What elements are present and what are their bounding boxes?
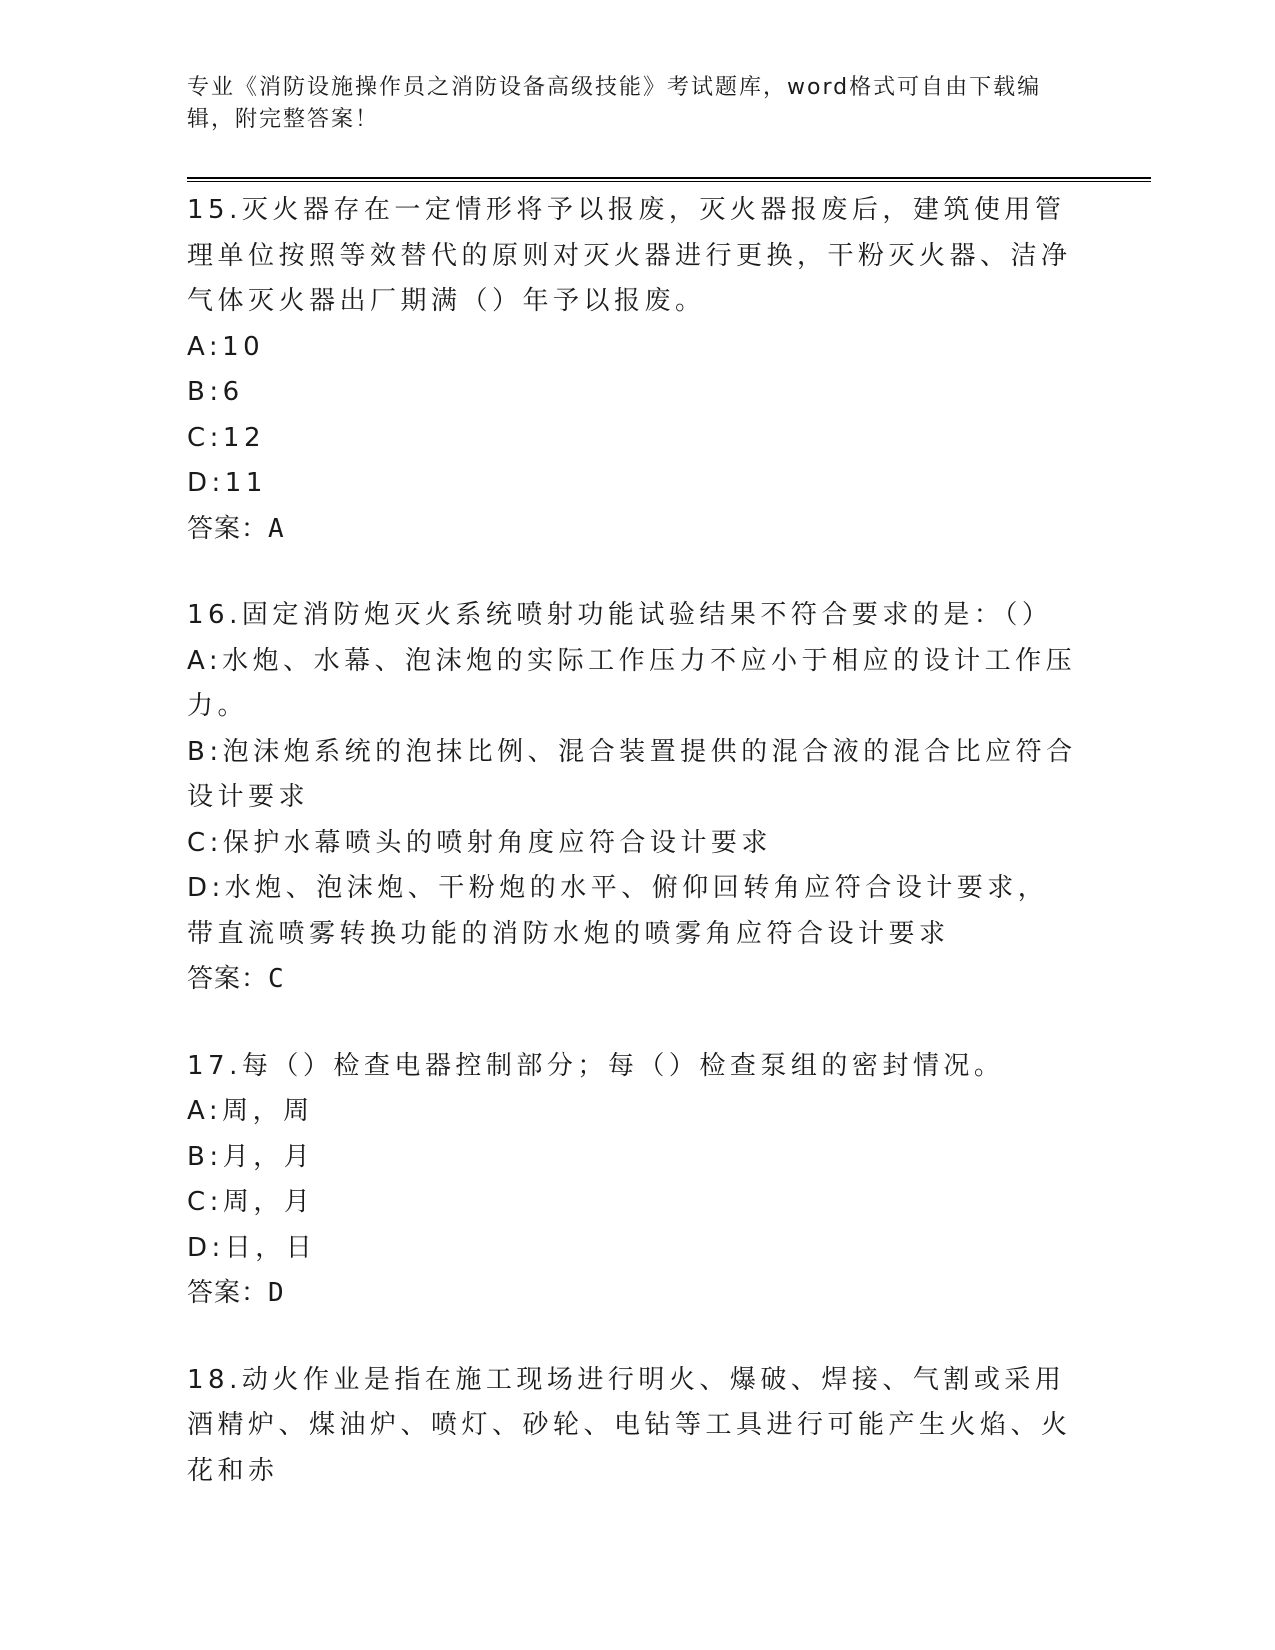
answer-value: D [268,1278,285,1308]
option-letter: D: [187,468,225,498]
document-header: 专业《消防设施操作员之消防设备高级技能》考试题库，word格式可自由下载编辑，附完整答案！ [187,75,1042,132]
option-b [187,1135,1077,1181]
question-list [187,188,1077,1535]
option-b [187,370,1077,416]
option-letter: C: [187,827,223,858]
option-c [187,1180,1077,1226]
option-text: 周，月 [222,1187,315,1217]
option-letter: B: [187,377,223,407]
option-text: 周，周 [222,1096,314,1126]
option-text: 泡沫炮系统的泡抹比例、混合装置提供的混合液的混合比应符合设计要求 [187,736,1077,812]
option-text: 水炮、水幕、泡沫炮的实际工作压力不应小于相应的设计工作压力。 [187,645,1077,721]
option-letter: C: [187,422,223,453]
question-16 [187,593,1077,1003]
option-d [187,1226,1077,1272]
question-stem: 17.每（）检查电器控制部分；每（）检查泵组的密封情况。 [187,1050,1005,1081]
answer-value: A [268,513,285,544]
question-stem: 15.灭火器存在一定情形将予以报废，灭火器报废后，建筑使用管理单位按照等效替代的原则对灭火器进行更换，干粉灭火器、洁净气体灭火器出厂期满（）年予以报废。 [187,195,1072,316]
option-a [187,325,1077,371]
option-text: 6 [222,377,244,407]
option-text: 10 [222,331,265,362]
option-text: 月，月 [222,1141,315,1172]
answer-label: 答案： [187,964,269,994]
option-b [187,730,1077,821]
question-17 [187,1044,1077,1317]
question-stem: 16.固定消防炮灭火系统喷射功能试验结果不符合要求的是：（） [187,600,1053,630]
option-letter: B: [187,736,223,767]
option-d [187,461,1077,507]
answer-line [187,507,1077,553]
option-text: 保护水幕喷头的喷射角度应符合设计要求 [222,827,772,858]
answer-value: C [268,964,285,994]
header-divider [187,177,1151,182]
option-letter: B: [187,1141,223,1172]
option-text: 日，日 [224,1232,317,1263]
option-text: 12 [222,422,266,453]
answer-label: 答案： [187,513,269,544]
answer-line [187,957,1077,1003]
question-stem: 18.动火作业是指在施工现场进行明火、爆破、焊接、气割或采用酒精炉、煤油炉、喷灯、砂轮、电钻等工具进行可能产生火焰、火花和赤 [187,1364,1072,1486]
question-18 [187,1358,1077,1495]
question-15 [187,188,1077,552]
option-c [187,821,1077,867]
option-d [187,866,1077,957]
option-letter: A: [187,1096,223,1126]
option-letter: D: [187,1232,225,1263]
option-letter: A: [187,645,223,676]
option-a [187,639,1077,730]
option-c [187,416,1077,462]
option-letter: A: [187,331,223,362]
option-letter: D: [187,873,225,903]
option-text: 11 [224,468,267,498]
option-letter: C: [187,1187,223,1217]
option-a [187,1089,1077,1135]
answer-line [187,1271,1077,1317]
answer-label: 答案： [187,1278,269,1308]
option-text: 水炮、泡沫炮、干粉炮的水平、俯仰回转角应符合设计要求，带直流喷雾转换功能的消防水炮的喷雾角应符合设计要求 [187,873,1049,949]
